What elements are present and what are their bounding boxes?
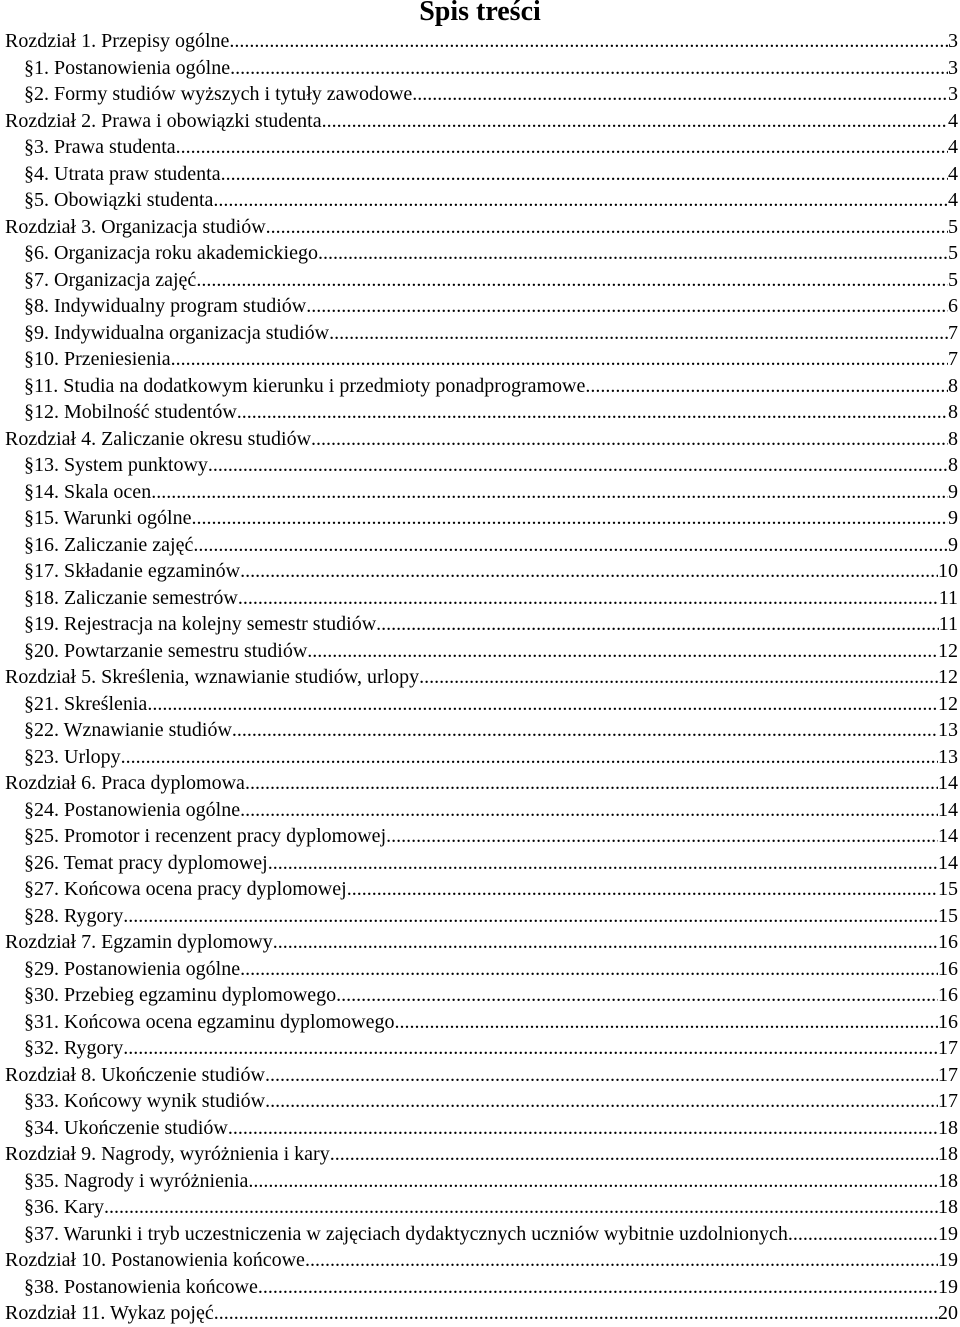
toc-dot-leader [347,876,938,903]
toc-entry-label: §18. Zaliczanie semestrów [24,586,238,609]
toc-section-entry[interactable] [0,505,960,532]
toc-dot-leader [176,134,948,161]
toc-chapter-entry[interactable] [0,1300,960,1327]
toc-dot-leader [213,187,948,214]
toc-dot-leader [240,558,938,585]
toc-page-number: 14 [938,825,958,847]
toc-entry-label: §32. Rygory [24,1037,124,1059]
toc-section-entry[interactable] [0,982,960,1009]
table-of-contents [0,28,960,1327]
toc-page-number: 19 [938,1275,958,1298]
toc-page-number: 19 [938,1249,958,1271]
toc-page-number: 12 [938,666,958,688]
toc-dot-leader [191,505,948,532]
toc-page-number: 13 [938,745,958,768]
toc-dot-leader [151,479,948,506]
toc-section-entry[interactable] [0,1009,960,1036]
toc-dot-leader [412,81,948,108]
toc-chapter-entry[interactable] [0,1062,960,1089]
toc-entry-label: Rozdział 10. Postanowienia końcowe [5,1249,305,1271]
toc-dot-leader [240,797,938,824]
toc-page-number: 20 [938,1302,958,1324]
toc-dot-leader [306,293,948,320]
toc-entry-label: §14. Skala ocen [24,480,152,503]
toc-dot-leader [394,1009,938,1036]
toc-chapter-entry[interactable] [0,28,960,55]
toc-dot-leader [330,1141,938,1168]
toc-page-number: 14 [938,798,958,821]
toc-section-entry[interactable] [0,691,960,718]
toc-entry-label: §21. Skreślenia [24,692,148,715]
toc-entry-label: §10. Przeniesienia [24,348,171,370]
toc-chapter-entry[interactable] [0,108,960,135]
toc-dot-leader [265,1088,938,1115]
toc-page-number: 7 [948,348,958,370]
toc-dot-leader [266,214,948,241]
toc-entry-label: §9. Indywidualna organizacja studiów [24,321,330,344]
toc-section-entry[interactable] [0,134,960,161]
toc-page-number: 14 [938,851,958,874]
toc-dot-leader [336,982,938,1009]
toc-dot-leader [221,161,948,188]
toc-page-number: 4 [948,109,958,132]
toc-entry-label: §24. Postanowienia ogólne [24,798,241,821]
toc-entry-label: §36. Kary [24,1196,104,1218]
toc-entry-label: §35. Nagrody i wyróżnienia [24,1169,249,1192]
toc-entry-label: Rozdział 5. Skreślenia, wznawianie studiów, urlopy [5,666,420,688]
toc-dot-leader [376,611,939,638]
toc-entry-label: §5. Obowiązki studenta [24,189,214,211]
toc-entry-label: §22. Wznawianie studiów [24,719,232,741]
toc-page-number: 17 [938,1037,958,1059]
toc-page-number: 17 [938,1090,958,1112]
toc-section-entry[interactable] [0,903,960,930]
toc-dot-leader [329,320,948,347]
toc-entry-label: §29. Postanowienia ogólne [24,957,241,980]
toc-page-number: 3 [948,56,958,79]
toc-section-entry[interactable] [0,876,960,903]
toc-section-entry[interactable] [0,1115,960,1142]
toc-entry-label: §23. Urlopy [24,745,121,768]
toc-section-entry[interactable] [0,1221,960,1248]
toc-entry-label: Rozdział 1. Przepisy ogólne [5,30,230,52]
toc-dot-leader [258,1274,938,1301]
toc-section-entry[interactable] [0,956,960,983]
toc-section-entry[interactable] [0,823,960,850]
toc-page-number: 15 [938,878,958,900]
toc-dot-leader [788,1221,938,1248]
toc-section-entry[interactable] [0,479,960,506]
toc-page-number: 5 [948,268,958,291]
toc-page-number: 4 [948,189,958,211]
toc-section-entry[interactable] [0,585,960,612]
toc-section-entry[interactable] [0,320,960,347]
toc-chapter-entry[interactable] [0,929,960,956]
toc-page-number: 18 [938,1196,958,1218]
toc-dot-leader [237,399,948,426]
toc-dot-leader [196,267,948,294]
toc-section-entry[interactable] [0,373,960,400]
toc-page-number: 9 [948,480,958,503]
toc-entry-label: §8. Indywidualny program studiów [24,295,307,317]
toc-dot-leader [268,850,938,877]
toc-entry-label: Rozdział 6. Praca dyplomowa [5,772,245,794]
toc-entry-label: §6. Organizacja roku akademickiego [24,242,318,264]
toc-page-number: 16 [938,984,958,1006]
toc-section-entry[interactable] [0,1274,960,1301]
toc-section-entry[interactable] [0,1088,960,1115]
toc-chapter-entry[interactable] [0,214,960,241]
toc-section-entry[interactable] [0,240,960,267]
toc-entry-label: §1. Postanowienia ogólne [24,56,231,79]
toc-page-number: 9 [948,533,958,556]
toc-dot-leader [230,55,948,82]
toc-dot-leader [585,373,948,400]
toc-dot-leader [104,1194,938,1221]
toc-page-number: 19 [938,1222,958,1245]
toc-section-entry[interactable] [0,532,960,559]
toc-section-entry[interactable] [0,161,960,188]
toc-section-entry[interactable] [0,267,960,294]
toc-page-number: 16 [938,1010,958,1033]
toc-dot-leader [208,452,948,479]
toc-entry-label: §34. Ukończenie studiów [24,1116,228,1139]
toc-entry-label: §12. Mobilność studentów [24,401,237,423]
toc-dot-leader [386,823,938,850]
toc-page-number: 15 [938,904,958,927]
toc-entry-label: §11. Studia na dodatkowym kierunku i przedmioty ponadprogramowe [24,374,586,397]
toc-chapter-entry[interactable] [0,770,960,797]
toc-dot-leader [307,638,938,665]
toc-entry-label: Rozdział 9. Nagrody, wyróżnienia i kary [5,1143,330,1165]
toc-section-entry[interactable] [0,1194,960,1221]
toc-dot-leader [238,585,939,612]
toc-section-entry[interactable] [0,717,960,744]
toc-entry-label: §13. System punktowy [24,454,208,476]
toc-page-number: 13 [938,719,958,741]
toc-section-entry[interactable] [0,346,960,373]
toc-page-number: 4 [948,162,958,185]
toc-entry-label: §28. Rygory [24,904,124,927]
toc-dot-leader [147,691,938,718]
page-title: Spis treści [419,0,541,27]
toc-entry-label: Rozdział 8. Ukończenie studiów [5,1063,265,1086]
toc-section-entry[interactable] [0,558,960,585]
toc-dot-leader [193,532,948,559]
toc-page-number: 18 [938,1169,958,1192]
toc-dot-leader [311,426,948,453]
toc-entry-label: §25. Promotor i recenzent pracy dyplomowej [24,825,387,847]
toc-dot-leader [121,744,938,771]
toc-section-entry[interactable] [0,1168,960,1195]
toc-page-number: 16 [938,931,958,953]
toc-page-number: 5 [948,215,958,238]
toc-chapter-entry[interactable] [0,664,960,691]
toc-page-number: 3 [948,83,958,105]
toc-entry-label: Rozdział 7. Egzamin dyplomowy [5,931,273,953]
toc-entry-label: Rozdział 4. Zaliczanie okresu studiów [5,427,312,450]
toc-section-entry[interactable] [0,797,960,824]
toc-section-entry[interactable] [0,293,960,320]
toc-page-number: 11 [938,586,958,609]
toc-section-entry[interactable] [0,452,960,479]
toc-dot-leader [123,903,938,930]
toc-entry-label: §3. Prawa studenta [24,136,176,158]
toc-page-number: 3 [948,30,958,52]
toc-dot-leader [214,1300,938,1327]
toc-section-entry[interactable] [0,187,960,214]
toc-entry-label: §26. Temat pracy dyplomowej [24,851,268,874]
toc-entry-label: §30. Przebieg egzaminu dyplomowego [24,984,337,1006]
toc-section-entry[interactable] [0,81,960,108]
toc-dot-leader [171,346,948,373]
toc-section-entry[interactable] [0,638,960,665]
toc-entry-label: §2. Formy studiów wyższych i tytuły zawodowe [24,83,413,105]
toc-section-entry[interactable] [0,55,960,82]
toc-section-entry[interactable] [0,744,960,771]
toc-entry-label: §15. Warunki ogólne [24,507,192,529]
toc-page-number: 8 [948,401,958,423]
toc-entry-label: §37. Warunki i tryb uczestniczenia w zajęciach dydaktycznych uczniów wybitnie uzdolnionych [24,1222,788,1245]
toc-entry-label: Rozdział 2. Prawa i obowiązki studenta [5,109,322,132]
toc-section-entry[interactable] [0,611,960,638]
toc-dot-leader [322,108,948,135]
toc-chapter-entry[interactable] [0,426,960,453]
toc-entry-label: §38. Postanowienia końcowe [24,1275,258,1298]
toc-chapter-entry[interactable] [0,1247,960,1274]
toc-entry-label: Rozdział 11. Wykaz pojęć [5,1302,214,1324]
toc-page-number: 16 [938,957,958,980]
toc-entry-label: Rozdział 3. Organizacja studiów [5,215,266,238]
toc-page-number: 5 [948,242,958,264]
toc-page-number: 10 [938,560,958,582]
toc-entry-label: §31. Końcowa ocena egzaminu dyplomowego [24,1010,395,1033]
toc-chapter-entry[interactable] [0,1141,960,1168]
toc-dot-leader [419,664,938,691]
toc-page-number: 12 [938,639,958,662]
toc-page-number: 8 [948,427,958,450]
toc-section-entry[interactable] [0,850,960,877]
toc-page-number: 11 [938,613,958,635]
toc-entry-label: §20. Powtarzanie semestru studiów [24,639,308,662]
toc-page-number: 4 [948,136,958,158]
toc-dot-leader [245,770,938,797]
toc-dot-leader [248,1168,938,1195]
toc-page-number: 17 [938,1063,958,1086]
toc-page-number: 18 [938,1116,958,1139]
toc-page-number: 14 [938,772,958,794]
toc-dot-leader [305,1247,938,1274]
toc-dot-leader [318,240,948,267]
toc-entry-label: §4. Utrata praw studenta [24,162,221,185]
toc-page-number: 12 [938,692,958,715]
toc-page-number: 7 [948,321,958,344]
toc-section-entry[interactable] [0,399,960,426]
toc-dot-leader [228,1115,938,1142]
toc-dot-leader [265,1062,938,1089]
toc-entry-label: §7. Organizacja zajęć [24,268,197,291]
toc-section-entry[interactable] [0,1035,960,1062]
toc-dot-leader [229,28,948,55]
toc-entry-label: §27. Końcowa ocena pracy dyplomowej [24,878,347,900]
toc-page-number: 8 [948,454,958,476]
toc-page-number: 18 [938,1143,958,1165]
toc-page-number: 9 [948,507,958,529]
toc-entry-label: §19. Rejestracja na kolejny semestr studiów [24,613,377,635]
toc-dot-leader [123,1035,938,1062]
toc-entry-label: §33. Końcowy wynik studiów [24,1090,266,1112]
toc-entry-label: §17. Składanie egzaminów [24,560,241,582]
toc-dot-leader [232,717,938,744]
toc-dot-leader [273,929,938,956]
toc-dot-leader [240,956,938,983]
toc-entry-label: §16. Zaliczanie zajęć [24,533,194,556]
toc-page-number: 6 [948,295,958,317]
toc-page-number: 8 [948,374,958,397]
